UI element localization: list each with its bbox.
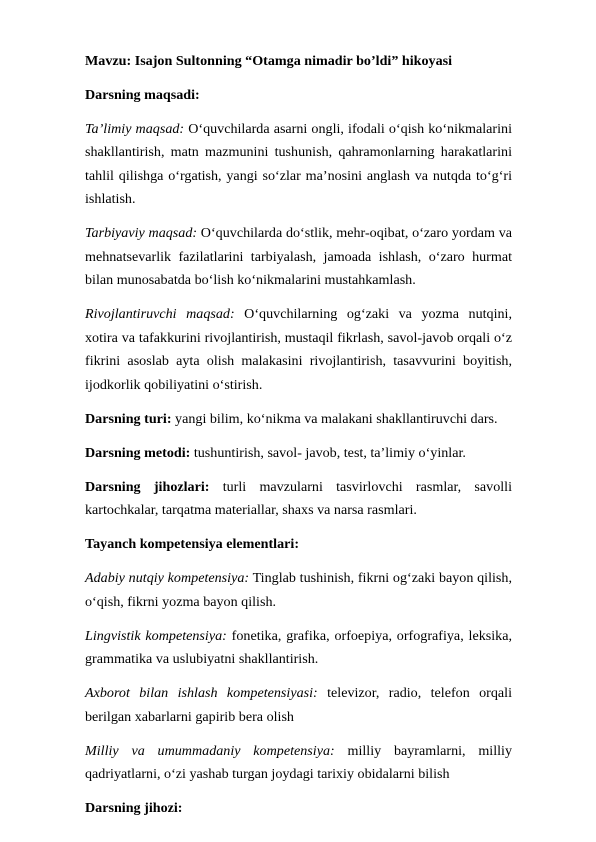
goal-educational-text: O‘quvchilarda asarni ongli, ifodali o‘qish ko‘nikmalarini shakllantirish, matn mazmunini tushunish, qahramonlarning harakatlarini tahlil qilishga o‘rgatish, yangi so‘zlar ma’nosini anglash va nutqda to‘g‘ri ishlatish. [85, 120, 512, 207]
competence-literary-speech-text: Tinglab tushinish, fikrni og‘zaki bayon qilish, o‘qish, fikrni yozma bayon qilish. [85, 570, 512, 610]
lesson-equipment [85, 476, 512, 523]
goal-educational [85, 118, 512, 212]
goal-educational-label: Ta’limiy maqsad: [85, 120, 185, 137]
lesson-equipment-label: Darsning jihozlari: [85, 478, 210, 495]
lesson-method [85, 442, 512, 466]
competence-literary-speech [85, 567, 512, 614]
competence-national-cultural-text: milliy bayramlarni, milliy qadriyatlarni, o‘zi yashab turgan joydagi tarixiy obidalarni bilish [85, 742, 513, 782]
competence-information [85, 682, 512, 729]
competence-national-cultural [85, 740, 512, 787]
goal-developmental [85, 303, 512, 397]
competence-national-cultural-label: Milliy va umummadaniy kompetensiya: [85, 742, 335, 759]
goal-heading: Darsning maqsadi: [85, 86, 200, 103]
goal-developmental-text: O‘quvchilarning og‘zaki va yozma nutqini, xotira va tafakkurini rivojlantirish, mustaqil fikrlash, savol-javob orqali o‘z fikrini asoslab ayta olish malakasini rivojlantirish, tasavvurini boyitish, ijodkorlik qobiliyatini o‘stirish. [85, 306, 512, 393]
competence-linguistic [85, 625, 512, 672]
competence-information-text: televizor, radio, telefon orqali berilgan xabarlarni gapirib bera olish [85, 685, 512, 725]
lesson-type-label: Darsning turi: [85, 410, 172, 427]
equipment-heading: Darsning jihozi: [85, 800, 183, 816]
goal-developmental-label: Rivojlantiruvchi maqsad: [85, 306, 235, 322]
document-page [85, 50, 512, 831]
lesson-method-label: Darsning metodi: [85, 444, 191, 461]
competence-literary-speech-label: Adabiy nutqiy kompetensiya: [85, 570, 250, 586]
competence-heading: Tayanch kompetensiya elementlari: [85, 536, 300, 552]
competence-linguistic-label: Lingvistik kompetensiya: [85, 627, 227, 644]
goal-upbringing-text: O‘quvchilarda do‘stlik, mehr-oqibat, o‘zaro yordam va mehnatsevarlik fazilatlarini tarbiyalash, jamoada ishlash, o‘zaro hurmat bilan munosabatda bo‘lish ko‘nikmalarini mustahkamlash. [85, 225, 512, 288]
lesson-type-text: yangi bilim, ko‘nikma va malakani shakllantiruvchi dars. [171, 410, 498, 427]
goal-upbringing [85, 222, 512, 293]
goal-upbringing-label: Tarbiyaviy maqsad: [85, 225, 198, 241]
lesson-type [85, 408, 512, 432]
lesson-equipment-text: turli mavzularni tasvirlovchi rasmlar, savolli kartochkalar, tarqatma materiallar, shaxs va narsa rasmlari. [85, 478, 512, 518]
competence-information-label: Axborot bilan ishlash kompetensiyasi: [85, 685, 318, 701]
lesson-method-text: tushuntirish, savol- javob, test, ta’limiy o‘yinlar. [190, 444, 466, 461]
competence-linguistic-text: fonetika, grafika, orfoepiya, orfografiya, leksika, grammatika va uslubiyatni shakllantirish. [85, 627, 512, 667]
document-title: Mavzu: Isajon Sultonning “Otamga nimadir bo’ldi” hikoyasi [85, 53, 453, 69]
